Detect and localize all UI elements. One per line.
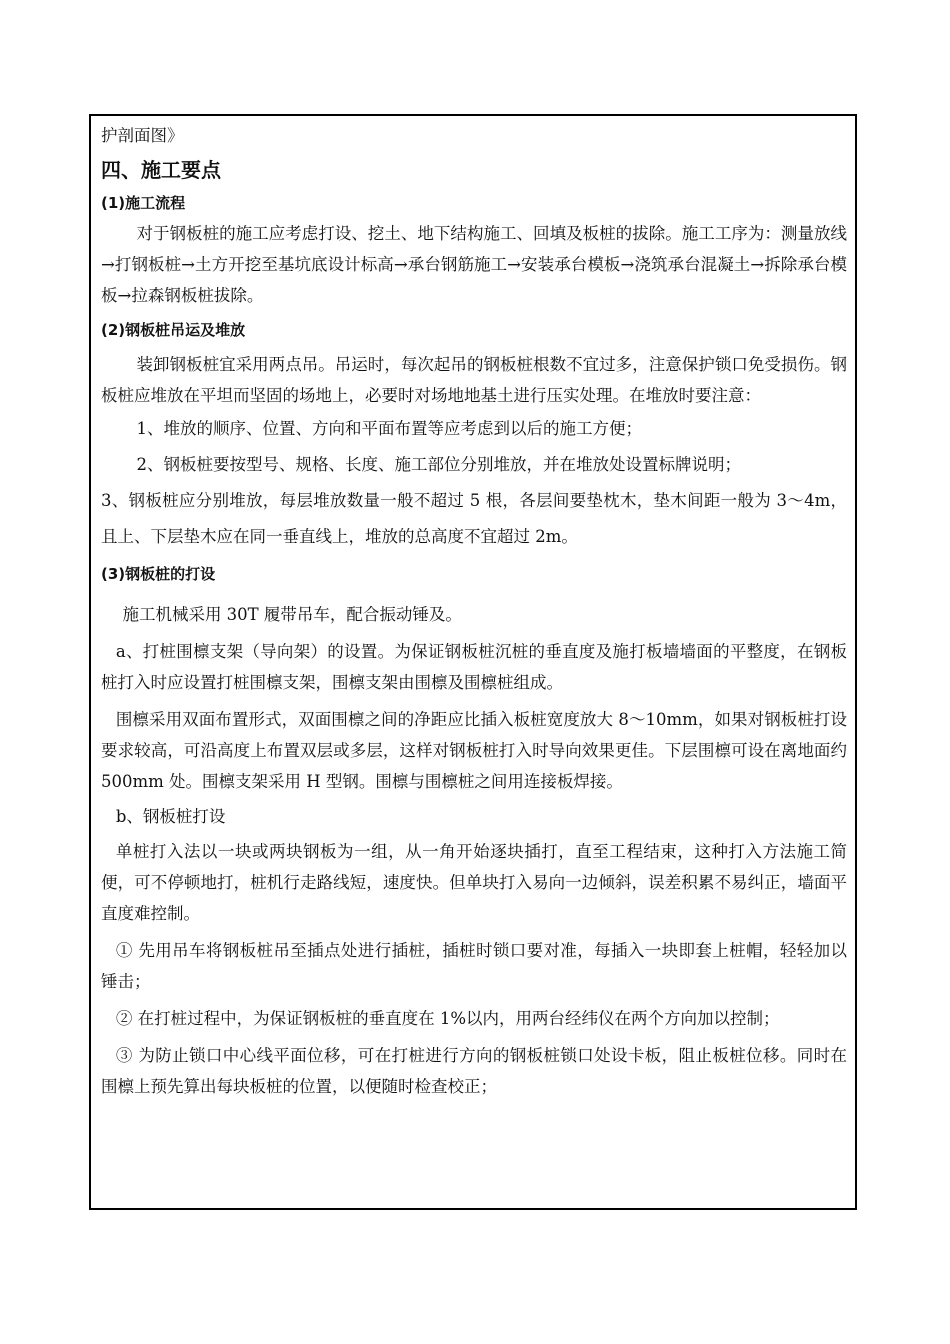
continued-text: 护剖面图》 (101, 126, 184, 145)
document-body (101, 120, 847, 1102)
document-frame (89, 114, 857, 1210)
list-item-2: 2、钢板桩要按型号、规格、长度、施工部位分别堆放，并在堆放处设置标牌说明； (136, 455, 741, 474)
paragraph-step-3: ③ 为防止锁口中心线平面位移，可在打桩进行方向的钢板桩锁口处设卡板，阻止板桩位移。同时在围檩上预先算出每块板桩的位置，以便随时检查校正； (101, 1046, 847, 1096)
paragraph-step-2: ② 在打桩过程中，为保证钢板桩的垂直度在 1%以内，用两台经纬仪在两个方向加以控制； (115, 1009, 780, 1028)
subheading-pile-driving: (3)钢板桩的打设 (101, 565, 216, 583)
paragraph-guide-frame: a、打桩围檩支架（导向架）的设置。为保证钢板桩沉桩的垂直度及施打板墙墙面的平整度，在钢板桩打入时应设置打桩围檩支架，围檩支架由围檩及围檩桩组成。 (101, 642, 847, 692)
section-heading-construction-points: 四、施工要点 (101, 158, 221, 182)
paragraph-transport: 装卸钢板桩宜采用两点吊。吊运时，每次起吊的钢板桩根数不宜过多，注意保护锁口免受损伤。钢板桩应堆放在平坦而坚固的场地上，必要时对场地地基土进行压实处理。在堆放时要注意： (101, 355, 847, 405)
list-item-3: 3、钢板桩应分别堆放，每层堆放数量一般不超过 5 根，各层间要垫枕木，垫木间距一般为 3～4m，且上、下层垫木应在同一垂直线上，堆放的总高度不宜超过 2m。 (101, 491, 847, 546)
list-item-1: 1、堆放的顺序、位置、方向和平面布置等应考虑到以后的施工方便； (136, 419, 642, 438)
subheading-construction-process: (1)施工流程 (101, 194, 186, 212)
paragraph-machinery: 施工机械采用 30T 履带吊车，配合振动锤及。 (122, 605, 462, 624)
paragraph-single-pile: 单桩打入法以一块或两块钢板为一组，从一角开始逐块插打，直至工程结束，这种打入方法施工简便，可不停顿地打，桩机行走路线短，速度快。但单块打入易向一边倾斜，误差积累不易纠正，墙面平直度难控制。 (101, 842, 847, 923)
paragraph-driving-title: b、钢板桩打设 (115, 807, 226, 826)
subheading-transport-storage: (2)钢板桩吊运及堆放 (101, 321, 246, 339)
paragraph-wale-layout: 围檩采用双面布置形式，双面围檩之间的净距应比插入板桩宽度放大 8～10mm，如果对钢板桩打设要求较高，可沿高度上布置双层或多层，这样对钢板桩打入时导向效果更佳。下层围檩可设在离地面约 500mm 处。围檩支架采用 H 型钢。围檩与围檩桩之间用连接板焊接。 (101, 710, 847, 791)
paragraph-process: 对于钢板桩的施工应考虑打设、挖土、地下结构施工、回填及板桩的拔除。施工工序为：测量放线→打钢板桩→土方开挖至基坑底设计标高→承台钢筋施工→安装承台模板→浇筑承台混凝土→拆除承台模板→拉森钢板桩拔除。 (101, 224, 847, 305)
paragraph-step-1: ① 先用吊车将钢板桩吊至插点处进行插桩，插桩时锁口要对准，每插入一块即套上桩帽，轻轻加以锤击； (101, 941, 847, 991)
